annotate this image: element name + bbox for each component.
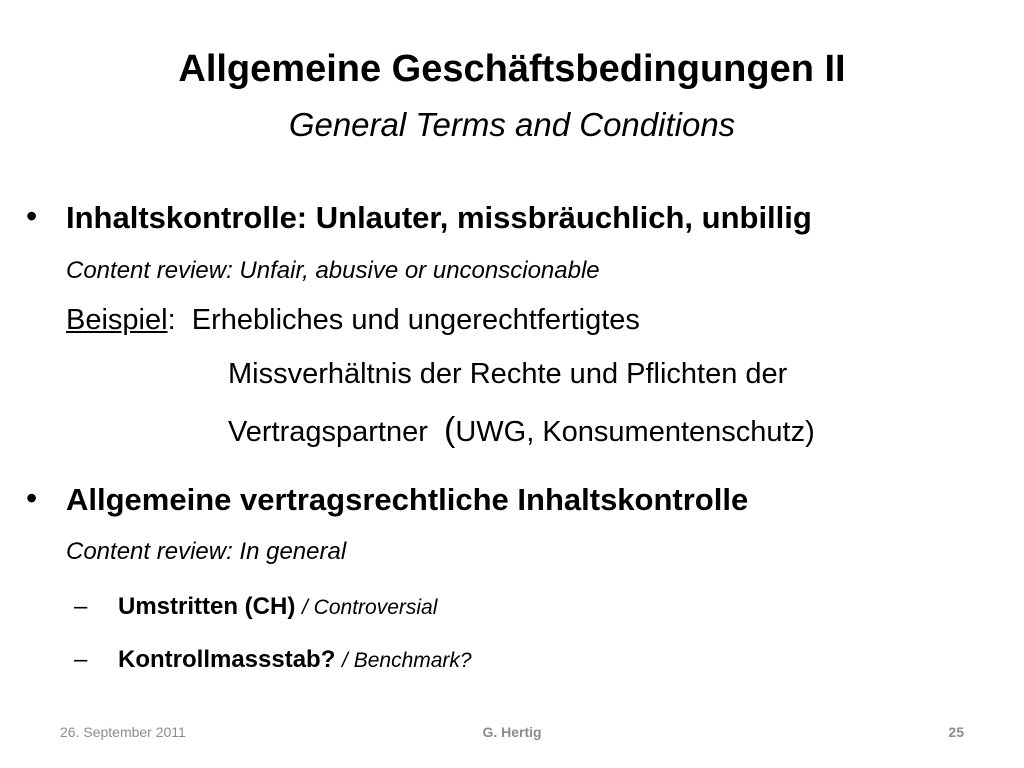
- subitem-2-italic: / Benchmark?: [342, 649, 472, 672]
- bullet-icon: •: [26, 480, 38, 516]
- example-paren: (: [444, 411, 456, 449]
- footer-page-number: 25: [948, 724, 964, 740]
- bullet-1-heading: Inhaltskontrolle: Unlauter, missbräuchlich, unbillig: [66, 200, 812, 235]
- subitem-1-bold: Umstritten (CH): [118, 593, 296, 620]
- subitem-1: [118, 592, 437, 623]
- example-line-3: [228, 412, 815, 450]
- bullet-2-heading: Allgemeine vertragsrechtliche Inhaltskontrolle: [66, 482, 749, 517]
- dash-icon: –: [74, 593, 88, 620]
- bullet-icon: •: [26, 198, 38, 234]
- footer-author: G. Hertig: [482, 724, 542, 740]
- page-subtitle: General Terms and Conditions: [288, 106, 736, 143]
- bullet-2-translation: Content review: In general: [66, 538, 347, 565]
- subitem-2-bold: Kontrollmassstab?: [118, 646, 336, 673]
- example-line-2: Missverhältnis der Rechte und Pflichten der: [228, 358, 788, 390]
- example-text-1: Erhebliches und ungerechtfertigtes: [191, 304, 640, 336]
- footer-date: 26. September 2011: [60, 724, 186, 740]
- example-ref: UWG, Konsumentenschutz): [455, 416, 815, 448]
- subitem-1-italic: / Controversial: [302, 596, 438, 619]
- subitem-2: [118, 645, 472, 676]
- bullet-1-translation: Content review: Unfair, abusive or unconscionable: [66, 257, 600, 284]
- page-title: Allgemeine Geschäftsbedingungen II: [178, 48, 846, 90]
- dash-icon: –: [74, 646, 88, 673]
- example-line-1: [66, 302, 640, 338]
- example-colon: :: [167, 304, 176, 336]
- example-label: Beispiel: [66, 304, 168, 336]
- example-text-3: Vertragspartner: [228, 416, 428, 448]
